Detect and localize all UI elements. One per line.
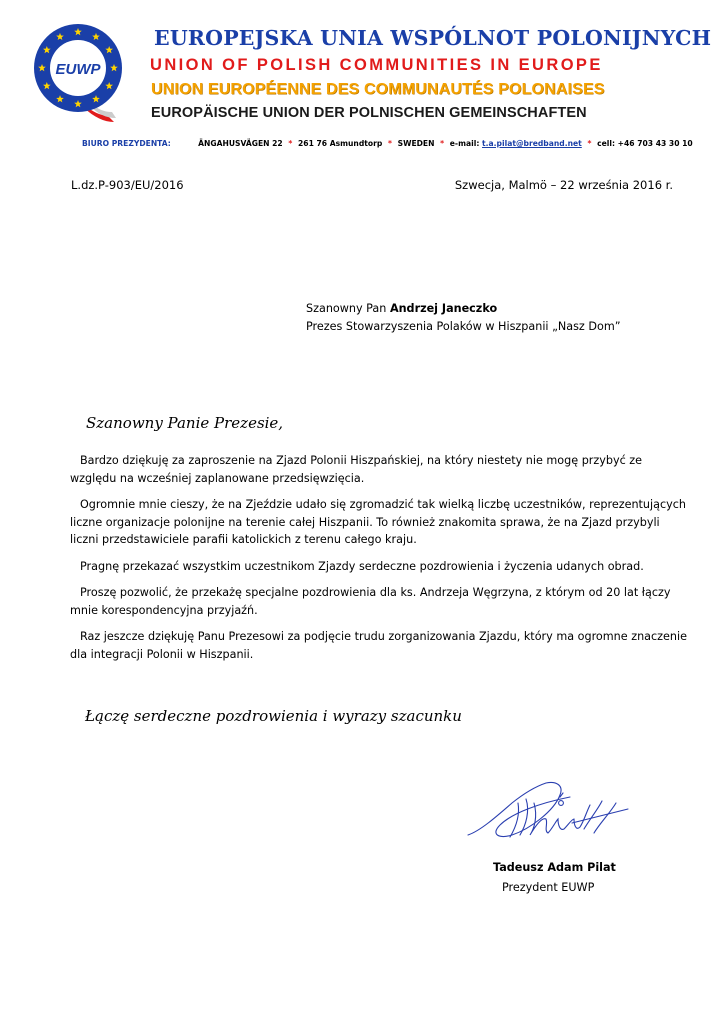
separator-star-icon: * bbox=[387, 139, 392, 148]
euwp-logo bbox=[32, 22, 134, 124]
separator-star-icon: * bbox=[440, 139, 445, 148]
paragraph: Bardzo dziękuję za zaproszenie na Zjazd Polonii Hiszpańskiej, na który niestety nie mogę przybyć ze względu na wcześniej zaplanowane przedsięwzięcia. bbox=[70, 454, 643, 485]
reference-number: L.dz.P-903/EU/2016 bbox=[71, 178, 184, 192]
title-french: UNION EUROPÉENNE DES COMMUNAUTÉS POLONAISES bbox=[151, 81, 605, 98]
paragraph: Pragnę przekazać wszystkim uczestnikom Zjazdy serdeczne pozdrowienia i życzenia udanych obrad. bbox=[80, 559, 644, 573]
recipient-prefix: Szanowny Pan bbox=[306, 302, 390, 315]
signer-title: Prezydent EUWP bbox=[502, 881, 595, 894]
recipient-line bbox=[306, 300, 621, 318]
office-country: SWEDEN bbox=[397, 139, 435, 148]
recipient-name: Andrzej Janeczko bbox=[389, 302, 498, 315]
recipient-block bbox=[306, 300, 621, 336]
contact-line bbox=[82, 139, 693, 148]
paragraph: Ogromnie mnie cieszy, że na Zjeździe udało się zgromadzić tak wielką liczbę uczestników, reprezentujących liczne organizacje polonijne na terenie całej Hiszpanii. To również znakomita sprawa, że na Zjazd przybyli liczni przedstawiciele parafii katolickich z terenu całego kraju. bbox=[70, 497, 687, 547]
recipient-role: Prezes Stowarzyszenia Polaków w Hiszpanii „Nasz Dom” bbox=[306, 320, 621, 333]
signature bbox=[460, 773, 650, 845]
separator-star-icon: * bbox=[587, 139, 592, 148]
title-german: EUROPÄISCHE UNION DER POLNISCHEN GEMEINSCHAFTEN bbox=[151, 105, 587, 121]
office-address: ÄNGAHUSVÄGEN 22 bbox=[198, 139, 283, 148]
email-label: e-mail: bbox=[449, 139, 480, 148]
paragraph: Raz jeszcze dziękuję Panu Prezesowi za podjęcie trudu zorganizowania Zjazdu, który ma ogromne znaczenie dla integracji Polonii w Hiszpanii. bbox=[70, 629, 688, 661]
paragraph: Proszę pozwolić, że przekażę specjalne pozdrowienia dla ks. Andrzeja Węgrzyna, z którym od 20 lat łączy mnie korespondencyjna przyjaźń. bbox=[70, 585, 671, 617]
email-link[interactable]: t.a.pilat@bredband.net bbox=[482, 139, 582, 148]
title-english: UNION OF POLISH COMMUNITIES IN EUROPE bbox=[150, 56, 603, 74]
title-polish: EUROPEJSKA UNIA WSPÓLNOT POLONIJNYCH bbox=[154, 26, 712, 50]
logo-text: EUWP bbox=[55, 61, 101, 78]
signer-name: Tadeusz Adam Pilat bbox=[493, 861, 616, 874]
greeting: Szanowny Panie Prezesie, bbox=[86, 414, 284, 432]
phone-number: cell: +46 703 43 30 10 bbox=[597, 139, 693, 148]
place-date: Szwecja, Malmö – 22 września 2016 r. bbox=[454, 178, 673, 192]
office-label: BIURO PREZYDENTA: bbox=[82, 139, 171, 148]
closing-line: Łączę serdeczne pozdrowienia i wyrazy szacunku bbox=[85, 707, 462, 725]
separator-star-icon: * bbox=[288, 139, 293, 148]
letter-body bbox=[70, 452, 688, 672]
office-city: 261 76 Asmundtorp bbox=[298, 139, 383, 148]
